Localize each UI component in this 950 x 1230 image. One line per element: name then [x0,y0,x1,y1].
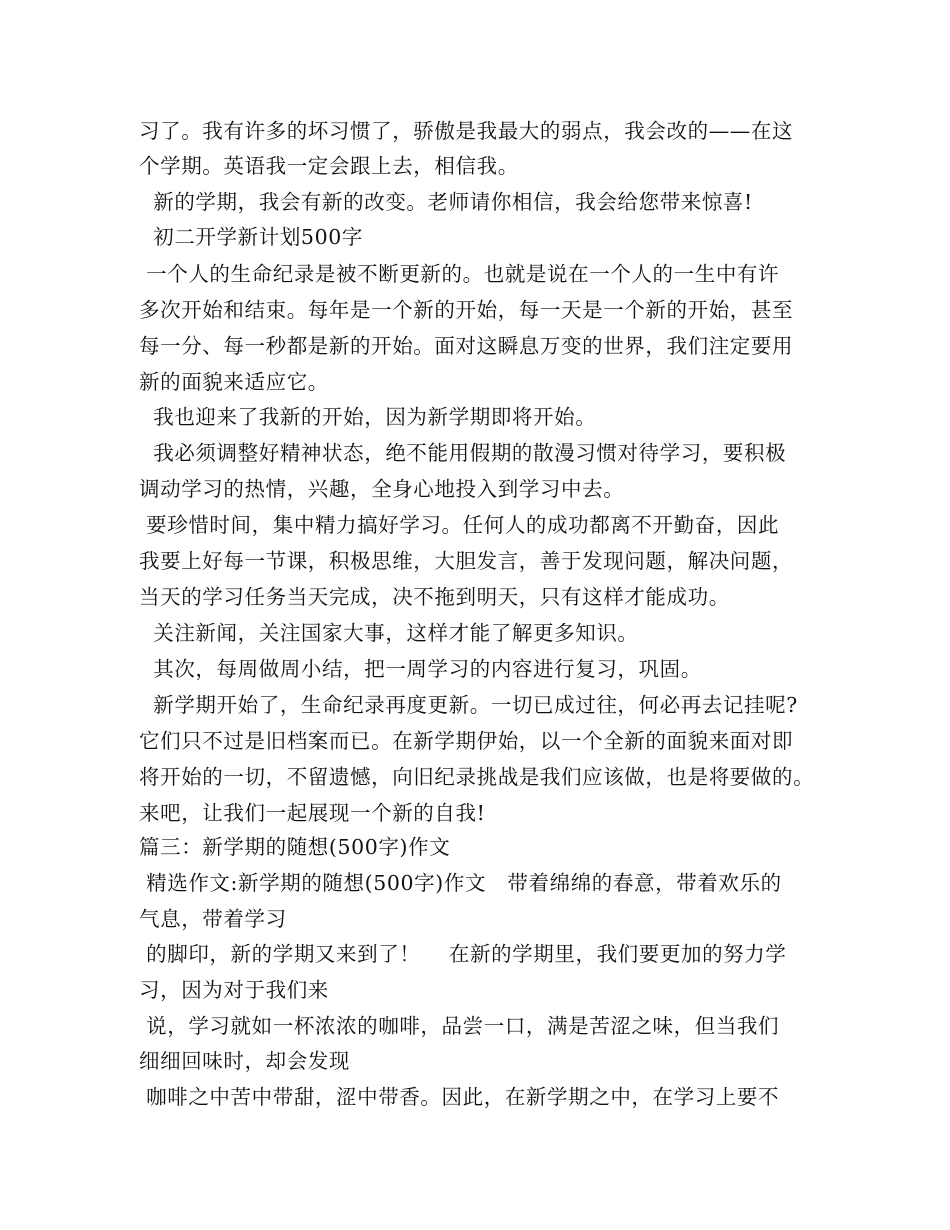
text-line: 的脚印，新的学期又来到了！ 在新的学期里，我们要更加的努力学 [139,942,787,966]
text-line: 多次开始和结束。每年是一个新的开始，每一天是一个新的开始，甚至 [139,298,794,322]
text-line: 将开始的一切，不留遗憾，向旧纪录挑战是我们应该做，也是将要做的。 [139,765,815,789]
text-line: 其次，每周做周小结，把一周学习的内容进行复习，巩固。 [139,657,702,681]
text-line: 调动学习的热情，兴趣，全身心地投入到学习中去。 [139,477,625,501]
text-line: 咖啡之中苦中带甜，涩中带香。因此，在新学期之中，在学习上要不 [139,1085,780,1109]
text-line: 它们只不过是旧档案而已。在新学期伊始，以一个全新的面貌来面对即 [139,729,794,753]
text-line: 精选作文:新学期的随想(500字)作文 带着绵绵的春意，带着欢乐的 [139,871,782,895]
text-line: 关注新闻，关注国家大事，这样才能了解更多知识。 [139,621,639,645]
section-heading: 篇三：新学期的随想(500字)作文 [139,835,451,859]
text-line: 气息，带着学习 [139,907,287,931]
text-line: 习了。我有许多的坏习惯了，骄傲是我最大的弱点，我会改的——在这 [139,119,794,143]
text-line: 来吧，让我们一起展现一个新的自我! [139,801,486,825]
text-line: 习，因为对于我们来 [139,978,329,1002]
text-line: 当天的学习任务当天完成，决不拖到明天，只有这样才能成功。 [139,585,730,609]
text-line: 我必须调整好精神状态，绝不能用假期的散漫习惯对待学习，要积极 [139,441,787,465]
text-line: 要珍惜时间，集中精力搞好学习。任何人的成功都离不开勤奋，因此 [139,513,780,537]
text-line: 初二开学新计划500字 [139,225,363,249]
text-line: 细细回味时，却会发现 [139,1049,350,1073]
text-line: 一个人的生命纪录是被不断更新的。也就是说在一个人的一生中有许 [139,262,780,286]
text-line: 说，学习就如一杯浓浓的咖啡，品尝一口，满是苦涩之味，但当我们 [139,1014,780,1038]
text-line: 新的面貌来适应它。 [139,370,329,394]
text-line: 个学期。英语我一定会跟上去，相信我。 [139,154,519,178]
text-line: 我也迎来了我新的开始，因为新学期即将开始。 [139,405,597,429]
text-line: 新学期开始了，生命纪录再度更新。一切已成过往，何必再去记挂呢? [139,693,798,717]
text-line: 每一分、每一秒都是新的开始。面对这瞬息万变的世界，我们注定要用 [139,334,794,358]
text-line: 我要上好每一节课，积极思维，大胆发言，善于发现问题，解决问题， [139,549,794,573]
text-line: 新的学期，我会有新的改变。老师请你相信，我会给您带来惊喜! [139,190,753,214]
